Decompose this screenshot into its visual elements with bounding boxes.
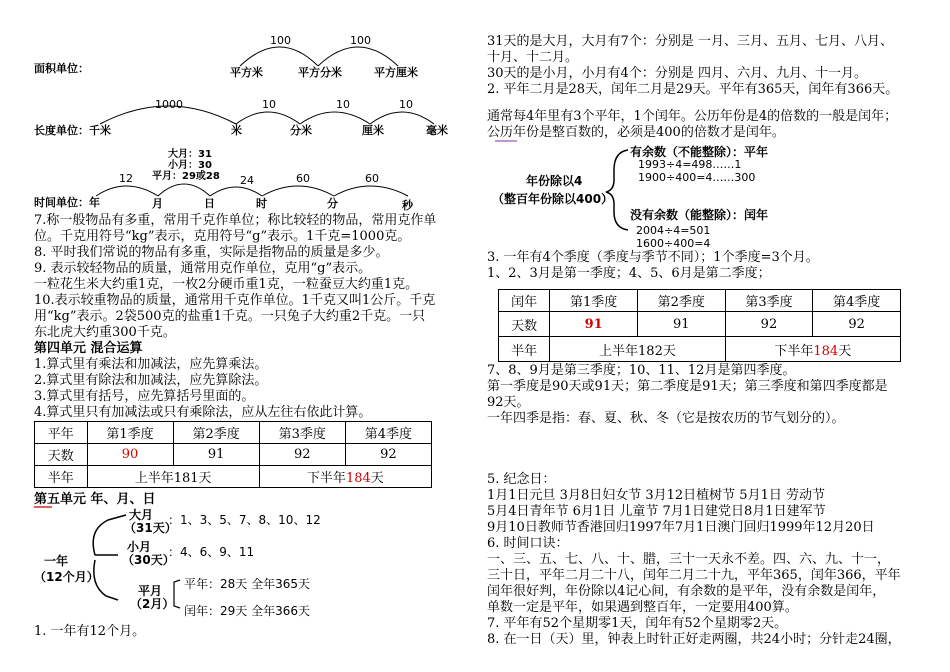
length-unit-4: 毫米: [426, 124, 448, 137]
table-cell: 90: [87, 444, 173, 466]
table-cell: 92: [813, 312, 901, 337]
area-arc-2: [318, 47, 398, 66]
time-arc-4: [262, 186, 334, 196]
unit4-rule-2: 2.算式里有除法和加减法，应先算除法。: [34, 373, 268, 388]
table-cell: 91: [637, 312, 725, 337]
left-para-1: 7.称一般物品有多重，常用千克作单位；称比较轻的物品，常用克作单: [34, 213, 437, 228]
half-number: 184: [813, 343, 839, 359]
right-top-2: 十月、十二月。: [487, 50, 579, 65]
leap-rule-1: 通常每4年里有3个平年，1个闰年。公历年份是4的倍数的一般是闰年；: [487, 109, 898, 124]
table-cell: 第1季度: [87, 422, 173, 444]
small-month-days: 小月：30: [168, 160, 212, 171]
half-prefix: 下半年: [774, 343, 814, 359]
after-table-1: 7、8、9月是第三季度；10、11、12月是第四季度。: [487, 363, 796, 378]
left-para-3: 8. 平时我们常说的物品有多重，实际是指物品的质量是多少。: [34, 245, 389, 260]
half-suffix: 天: [370, 471, 384, 486]
leap-rule-2: 公历年份是整百数的，必须是400的倍数才是闰年。: [487, 125, 785, 140]
table-cell: 第1季度: [550, 290, 638, 312]
area-arc-1: [240, 47, 318, 66]
area-unit-3: 平方厘米: [374, 66, 418, 79]
left-para-8: 东北虎大约重300千克。: [34, 325, 176, 340]
year-label: 一年: [44, 554, 69, 568]
common-year-quarter-table: [34, 421, 432, 488]
bottom-line-2: 1月1日元旦 3月8日妇女节 3月12日植树节 5月1日 劳动节: [487, 488, 825, 503]
half-suffix: 天: [838, 343, 852, 359]
length-rate-3: 10: [336, 98, 350, 111]
example-1: 1993÷4=498……1: [638, 158, 742, 171]
area-unit-1: 平方米: [230, 66, 263, 79]
table-cell: 第3季度: [259, 422, 345, 444]
table-cell: 半年: [35, 466, 88, 488]
year-months: （12个月）: [34, 570, 99, 584]
leap-year-quarter-table: [498, 289, 901, 362]
after-table-4: 一年四季是指：春、夏、秋、冬（它是按农历的节气划分的）。: [487, 411, 845, 426]
feb-brace: [174, 580, 180, 608]
table-cell: 闰年: [499, 290, 550, 312]
table-row: [35, 466, 432, 488]
season-line-2: 1、2、3月是第一季度；4、5、6月是第二季度；: [487, 266, 771, 281]
big-month-days-paren: （31天）: [124, 521, 177, 535]
table-cell: 91: [550, 312, 638, 337]
table-cell: 92: [345, 444, 431, 466]
table-cell: 半年: [499, 337, 550, 362]
table-row: [35, 444, 432, 466]
right-top-1: 31天的是大月，大月有7个：分别是 一月、三月、五月、七月、八月、: [487, 34, 893, 49]
time-rate-3: 60: [296, 172, 310, 185]
table-header-row: [35, 422, 432, 444]
area-rate-1: 100: [270, 34, 291, 47]
bottom-line-1: 5. 纪念日：: [487, 472, 556, 487]
small-month-list: ：4、6、9、11: [168, 545, 255, 559]
area-unit-label: 面积单位：: [34, 62, 89, 75]
bottom-line-8: 闰年很好判，年份除以4记心间，有余数的是平年，没有余数是闰年，: [487, 584, 886, 599]
after-table-2: 第一季度是90天或91天；第二季度是91天；第三季度和第四季度都是: [487, 379, 888, 394]
length-unit-2: 分米: [290, 124, 312, 137]
time-rate-2: 24: [240, 174, 254, 187]
table-cell: 92: [259, 444, 345, 466]
table-cell: 第2季度: [173, 422, 259, 444]
length-rate-1: 1000: [155, 98, 183, 111]
time-unit-2: 日: [204, 197, 215, 210]
big-month-days: 大月：31: [168, 149, 212, 160]
big-month-list: ：1、3、5、7、8、10、12: [168, 513, 321, 527]
table-cell: 平年: [35, 422, 88, 444]
table-cell: 91: [173, 444, 259, 466]
table-cell: 92: [725, 312, 813, 337]
time-rate-1: 12: [119, 172, 133, 185]
length-unit-3: 厘米: [362, 124, 384, 137]
half-number: 184: [345, 471, 371, 486]
table-cell: 第3季度: [725, 290, 813, 312]
table-cell: 上半年182天: [550, 337, 725, 362]
feb-sub: （2月）: [130, 597, 175, 611]
time-unit-1: 月: [152, 197, 163, 210]
left-para-5: 一粒花生米大约重1克，一枚2分硬币重1克，一粒蚕豆大约重1克。: [34, 277, 419, 292]
right-top-3: 30天的是小月，小月有4个：分别是 四月、六月、九月、十一月。: [487, 66, 867, 81]
table-row: [499, 337, 901, 362]
unit5-heading: 第五单元 年、月、日: [34, 492, 156, 507]
table-cell: 上半年181天: [87, 466, 259, 488]
half-prefix: 下半年: [306, 471, 346, 486]
after-table-3: 92天。: [487, 395, 530, 410]
length-arc-4: [370, 112, 434, 124]
length-unit-label: 长度单位：千米: [34, 124, 111, 137]
season-line-1: 3. 一年有4个季度（季度与季节不同）；1个季度=3个月。: [487, 250, 819, 265]
length-unit-1: 米: [231, 124, 242, 137]
bottom-line-11: 8. 在一日（天）里，钟表上时针正好走两圈，共24小时；分针走24圈，: [487, 632, 901, 647]
remainder-label: 有余数（不能整除）：平年: [630, 145, 769, 159]
div400-label: （整百年份除以400）: [492, 192, 614, 206]
bottom-line-9: 单数一定是平年，如果遇到整百年，一定要用400算。: [487, 600, 798, 615]
tree-branch-top: [93, 515, 126, 555]
time-unit-3: 时: [256, 197, 267, 210]
no-remainder-label: 没有余数（能整除）：闰年: [630, 208, 769, 222]
example-4: 1600÷400=4: [636, 237, 711, 250]
bottom-line-4: 9月10日教师节香港回归1997年7月1日澳门回归1999年12月20日: [487, 520, 875, 535]
time-arc-2: [158, 184, 210, 196]
bottom-line-10: 7. 平年有52个星期零1天，闰年有52个星期零2天。: [487, 616, 788, 631]
common-year-feb: 平年：28天 全年365天: [184, 577, 310, 591]
time-unit-4: 分: [327, 197, 338, 210]
example-2: 1900÷400=4……300: [638, 171, 756, 184]
table-cell: [259, 466, 431, 488]
left-para-4: 9. 表示较轻物品的质量，通常用克作单位，克用“g”表示。: [34, 261, 372, 276]
time-arc-1: [96, 186, 158, 196]
example-3: 2004÷4=501: [636, 224, 711, 237]
left-para-7: 用“kg”表示。2袋500克的盐重1千克。一只兔子大约重2千克。一只: [34, 309, 426, 324]
left-last-line: 1. 一年有12个月。: [34, 624, 146, 639]
time-arc-3: [210, 187, 262, 196]
unit4-rule-4: 4.算式里只有加减法或只有乘除法，应从左往右依此计算。: [34, 405, 372, 420]
time-arc-5: [334, 186, 408, 196]
feb-days: 平月：29或28: [152, 171, 220, 182]
table-cell: 第4季度: [813, 290, 901, 312]
area-rate-2: 100: [350, 34, 371, 47]
small-month-label: 小月: [127, 540, 152, 554]
div4-label: 年份除以4: [526, 174, 583, 188]
table-row: [499, 312, 901, 337]
time-rate-4: 60: [365, 172, 379, 185]
table-header-row: [499, 290, 901, 312]
unit4-rule-3: 3.算式里有括号，应先算括号里面的。: [34, 389, 255, 404]
left-para-2: 位。千克用符号“kg”表示，克用符号“g”表示。1千克=1000克。: [34, 229, 411, 244]
table-cell: 天数: [499, 312, 550, 337]
left-para-6: 10.表示较重物品的质量，通常用千克作单位。1千克又叫1公斤。千克: [34, 293, 436, 308]
bottom-line-7: 三十日，平年二月二十八，闰年二月二十九，平年365，闰年366，平年: [487, 568, 901, 583]
unit4-rule-1: 1.算式里有乘法和加减法，应先算乘法。: [34, 357, 268, 372]
feb-label: 平月: [138, 584, 163, 598]
table-cell: 天数: [35, 444, 88, 466]
area-unit-2: 平方分米: [298, 66, 342, 79]
length-arc-3: [300, 112, 370, 124]
table-cell: [725, 337, 900, 362]
length-rate-2: 10: [262, 98, 276, 111]
length-rate-4: 10: [399, 98, 413, 111]
bottom-line-3: 5月4日青年节 6月1日 儿童节 7月1日建党日8月1日建军节: [487, 504, 826, 519]
unit4-heading: 第四单元 混合运算: [34, 341, 143, 356]
bottom-line-5: 6. 时间口诀：: [487, 536, 569, 551]
time-unit-label: 时间单位：年: [34, 196, 100, 209]
small-month-days-paren: （30天）: [122, 553, 175, 567]
leap-year-feb: 闰年：29天 全年366天: [184, 604, 310, 618]
bottom-line-6: 一、三、五、七、八、十、腊，三十一天永不差。四、六、九、十一，: [487, 552, 891, 567]
table-cell: 第4季度: [345, 422, 431, 444]
big-month-label: 大月: [129, 508, 154, 522]
time-unit-5: 秒: [402, 199, 413, 212]
table-cell: 第2季度: [637, 290, 725, 312]
length-arc-2: [236, 112, 300, 124]
right-top-4: 2. 平年二月是28天，闰年二月是29天。平年有365天，闰年有366天。: [487, 82, 899, 97]
